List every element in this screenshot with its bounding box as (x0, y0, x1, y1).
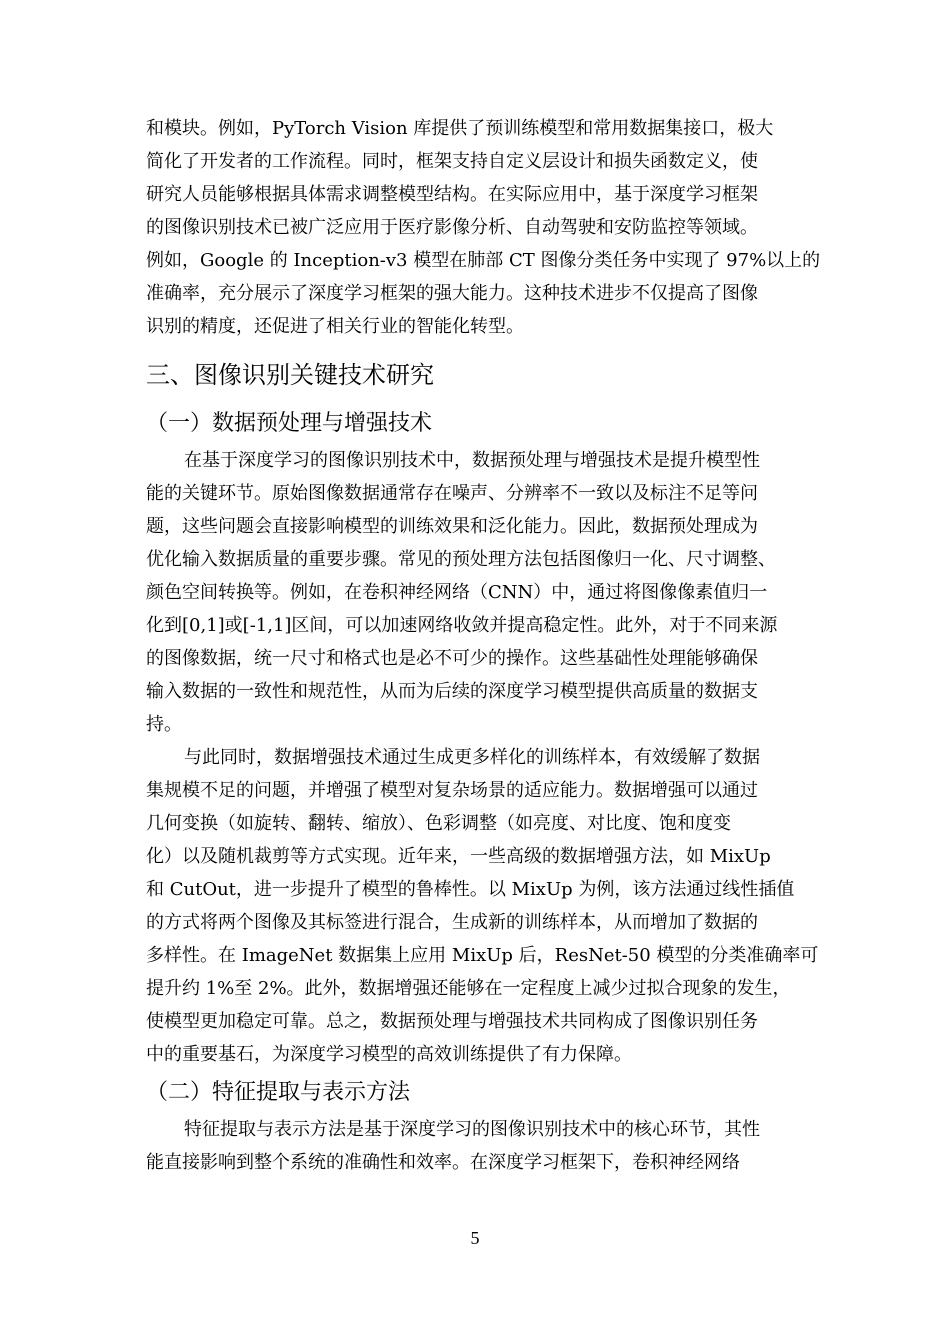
text-line: 提升约 1%至 2%。此外，数据增强还能够在一定程度上减少过拟合现象的发生， (146, 978, 791, 999)
text-line: 的图像数据，统一尺寸和格式也是必不可少的操作。这些基础性处理能够确保 (146, 648, 758, 669)
page-content (146, 112, 821, 1179)
text-line: 使模型更加稳定可靠。总之，数据预处理与增强技术共同构成了图像识别任务 (146, 1011, 758, 1032)
text-line: 集规模不足的问题，并增强了模型对复杂场景的适应能力。数据增强可以通过 (146, 780, 758, 801)
text-line: 多样性。在 ImageNet 数据集上应用 MixUp 后，ResNet-50 模型的分类准确率可 (146, 945, 819, 966)
text-line: 和 CutOut，进一步提升了模型的鲁棒性。以 MixUp 为例，该方法通过线性插值 (146, 879, 795, 900)
text-line: 简化了开发者的工作流程。同时，框架支持自定义层设计和损失函数定义，使 (146, 151, 758, 172)
text-line: 输入数据的一致性和规范性，从而为后续的深度学习模型提供高质量的数据支 (146, 681, 758, 702)
text-line: 题，这些问题会直接影响模型的训练效果和泛化能力。因此，数据预处理成为 (146, 516, 758, 537)
subsection-heading-1: （一）数据预处理与增强技术 (146, 411, 433, 436)
text-line: 颜色空间转换等。例如，在卷积神经网络（CNN）中，通过将图像像素值归一 (146, 582, 768, 603)
subsection-1-paragraph-2 (146, 741, 819, 1071)
text-line: 化）以及随机裁剪等方式实现。近年来，一些高级的数据增强方法，如 MixUp (146, 846, 771, 867)
text-line: 研究人员能够根据具体需求调整模型结构。在实际应用中，基于深度学习框架 (146, 184, 758, 205)
text-line: 准确率，充分展示了深度学习框架的强大能力。这种技术进步不仅提高了图像 (146, 283, 758, 304)
text-line: 持。 (146, 714, 182, 735)
text-line: 优化输入数据质量的重要步骤。常见的预处理方法包括图像归一化、尺寸调整、 (146, 549, 776, 570)
text-line: 能直接影响到整个系统的准确性和效率。在深度学习框架下，卷积神经网络 (146, 1152, 740, 1173)
text-line: 的方式将两个图像及其标签进行混合，生成新的训练样本，从而增加了数据的 (146, 912, 758, 933)
page-number: 5 (470, 1228, 480, 1248)
text-line: 例如，Google 的 Inception-v3 模型在肺部 CT 图像分类任务中实现了 97%以上的 (146, 250, 821, 271)
subsection-heading-2: （二）特征提取与表示方法 (146, 1080, 411, 1105)
text-line: 的图像识别技术已被广泛应用于医疗影像分析、自动驾驶和安防监控等领域。 (146, 217, 758, 238)
text-line: 能的关键环节。原始图像数据通常存在噪声、分辨率不一致以及标注不足等问 (146, 483, 758, 504)
text-line: 识别的精度，还促进了相关行业的智能化转型。 (146, 316, 524, 337)
text-line: 和模块。例如，PyTorch Vision 库提供了预训练模型和常用数据集接口，极大 (146, 118, 774, 139)
text-line: 在基于深度学习的图像识别技术中，数据预处理与增强技术是提升模型性 (184, 450, 760, 471)
text-line: 中的重要基石，为深度学习模型的高效训练提供了有力保障。 (146, 1044, 632, 1065)
text-line: 化到[0,1]或[-1,1]区间，可以加速网络收敛并提高稳定性。此外，对于不同来源 (146, 615, 778, 636)
subsection-1-paragraph-1 (146, 444, 810, 741)
text-line: 与此同时，数据增强技术通过生成更多样化的训练样本，有效缓解了数据 (184, 747, 760, 768)
subsection-2-paragraph-1 (146, 1113, 810, 1179)
paragraph-top (146, 112, 821, 343)
section-heading: 三、图像识别关键技术研究 (146, 361, 434, 389)
text-line: 几何变换（如旋转、翻转、缩放）、色彩调整（如亮度、对比度、饱和度变 (146, 813, 731, 834)
text-line: 特征提取与表示方法是基于深度学习的图像识别技术中的核心环节，其性 (184, 1119, 760, 1140)
